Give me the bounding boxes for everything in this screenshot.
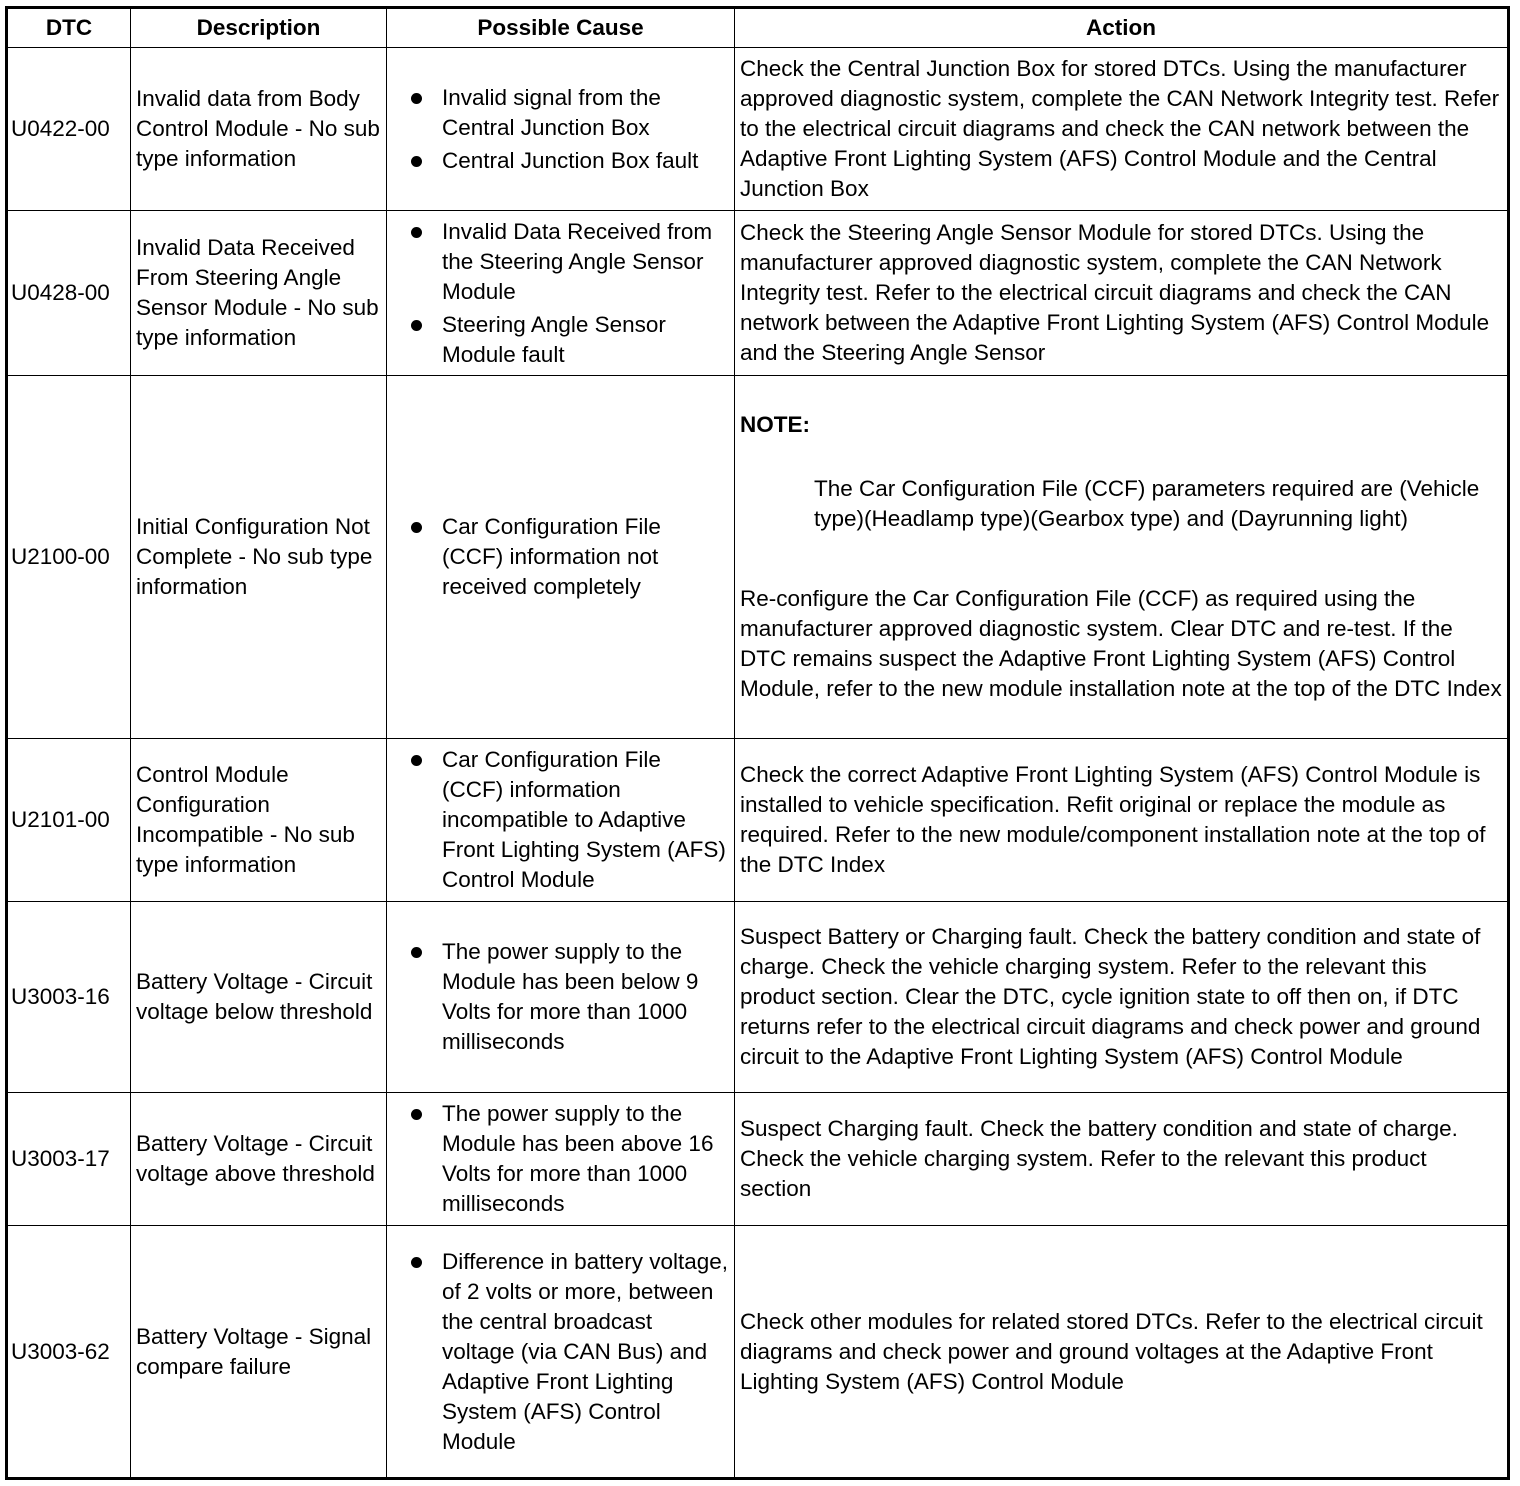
cause-list: [407, 1247, 728, 1457]
cause-text: The power supply to the Module has been above 16 Volts for more than 1000 milliseconds: [442, 1101, 714, 1216]
possible-cause-cell: [387, 1226, 735, 1479]
cause-text: Car Configuration File (CCF) information incompatible to Adaptive Front Lighting System (AFS) Control Module: [442, 747, 726, 892]
dtc-code: U2100-00: [7, 376, 131, 739]
header-possible-cause: Possible Cause: [387, 8, 735, 48]
dtc-description: Battery Voltage - Signal compare failure: [131, 1226, 387, 1479]
possible-cause-cell: [387, 739, 735, 902]
dtc-description: Battery Voltage - Circuit voltage above threshold: [131, 1093, 387, 1226]
cause-text: Difference in battery voltage, of 2 volts or more, between the central broadcast voltage (via CAN Bus) and Adaptive Front Lighting System (AFS) Control Module: [442, 1248, 728, 1454]
cause-list: [407, 937, 728, 1057]
dtc-description: Control Module Configuration Incompatible - No sub type information: [131, 739, 387, 902]
cause-item: [407, 83, 728, 143]
cause-item: [407, 937, 728, 1057]
dtc-code: U3003-62: [7, 1226, 131, 1479]
cause-list: [407, 83, 728, 176]
dtc-code: U2101-00: [7, 739, 131, 902]
bullet-icon: [411, 1257, 422, 1268]
bullet-icon: [411, 93, 422, 104]
cause-item: [407, 512, 728, 602]
table-row: [7, 1093, 1509, 1226]
table-row: [7, 902, 1509, 1093]
dtc-description: Initial Configuration Not Complete - No sub type information: [131, 376, 387, 739]
bullet-icon: [411, 320, 422, 331]
action-text: Check other modules for related stored DTCs. Refer to the electrical circuit diagrams and check power and ground voltages at the Adaptive Front Lighting System (AFS) Control Module: [735, 1226, 1509, 1479]
table-row: [7, 739, 1509, 902]
dtc-code: U3003-17: [7, 1093, 131, 1226]
table-row: [7, 48, 1509, 211]
cause-text: Steering Angle Sensor Module fault: [442, 311, 666, 367]
bullet-icon: [411, 227, 422, 238]
possible-cause-cell: [387, 376, 735, 739]
table-row: [7, 211, 1509, 376]
bullet-icon: [411, 755, 422, 766]
dtc-table: [5, 6, 1510, 1480]
dtc-description: Battery Voltage - Circuit voltage below threshold: [131, 902, 387, 1093]
cause-item: [407, 1247, 728, 1457]
possible-cause-cell: [387, 902, 735, 1093]
possible-cause-cell: [387, 211, 735, 376]
header-description: Description: [131, 8, 387, 48]
cause-item: [407, 1099, 728, 1219]
cause-list: [407, 217, 728, 370]
cause-item: [407, 217, 728, 307]
table-row: [7, 1226, 1509, 1479]
header-dtc: DTC: [7, 8, 131, 48]
action-cell: [735, 376, 1509, 739]
action-text: Check the correct Adaptive Front Lighting System (AFS) Control Module is installed to vehicle specification. Refit original or replace the module as required. Refer to the new module/component installation note at the top of the DTC Index: [735, 739, 1509, 902]
dtc-code: U0428-00: [7, 211, 131, 376]
possible-cause-cell: [387, 48, 735, 211]
action-text: Suspect Charging fault. Check the battery condition and state of charge. Check the vehicle charging system. Refer to the relevant this product section: [735, 1093, 1509, 1226]
cause-list: [407, 1099, 728, 1219]
dtc-description: Invalid Data Received From Steering Angle Sensor Module - No sub type information: [131, 211, 387, 376]
cause-text: The power supply to the Module has been below 9 Volts for more than 1000 milliseconds: [442, 939, 699, 1054]
cause-text: Invalid Data Received from the Steering Angle Sensor Module: [442, 218, 713, 304]
bullet-icon: [411, 156, 422, 167]
header-action: Action: [735, 8, 1509, 48]
cause-item: [407, 745, 728, 895]
bullet-icon: [411, 522, 422, 533]
possible-cause-cell: [387, 1093, 735, 1226]
cause-list: [407, 512, 728, 602]
action-text: Re-configure the Car Configuration File (CCF) as required using the manufacturer approved diagnostic system. Clear DTC and re-test. If the DTC remains suspect the Adaptive Front Lighting System (AFS) Control Module, refer to the new module installation note at the top of the DTC Index: [740, 586, 1502, 701]
cause-item: [407, 310, 728, 370]
dtc-code: U0422-00: [7, 48, 131, 211]
cause-text: Invalid signal from the Central Junction Box: [442, 84, 661, 140]
dtc-description: Invalid data from Body Control Module - No sub type information: [131, 48, 387, 211]
cause-text: Central Junction Box fault: [442, 147, 699, 173]
bullet-icon: [411, 947, 422, 958]
cause-text: Car Configuration File (CCF) information not received completely: [442, 514, 661, 599]
cause-list: [407, 745, 728, 895]
note-label: NOTE:: [740, 412, 810, 437]
dtc-code: U3003-16: [7, 902, 131, 1093]
bullet-icon: [411, 1109, 422, 1120]
header-row: [7, 8, 1509, 48]
note-text: The Car Configuration File (CCF) parameters required are (Vehicle type)(Headlamp type)(Gearbox type) and (Dayrunning light): [814, 476, 1480, 531]
action-text: Check the Central Junction Box for stored DTCs. Using the manufacturer approved diagnostic system, complete the CAN Network Integrity test. Refer to the electrical circuit diagrams and check the CAN network between the Adaptive Front Lighting System (AFS) Control Module and the Central Junction Box: [735, 48, 1509, 211]
table-row: [7, 376, 1509, 739]
action-text: Check the Steering Angle Sensor Module for stored DTCs. Using the manufacturer approved diagnostic system, complete the CAN Network Integrity test. Refer to the electrical circuit diagrams and check the CAN network between the Adaptive Front Lighting System (AFS) Control Module and the Steering Angle Sensor: [735, 211, 1509, 376]
action-text: Suspect Battery or Charging fault. Check the battery condition and state of charge. Check the vehicle charging system. Refer to the relevant this product section. Clear the DTC, cycle ignition state to off then on, if DTC returns refer to the electrical circuit diagrams and check power and ground circuit to the Adaptive Front Lighting System (AFS) Control Module: [735, 902, 1509, 1093]
cause-item: [407, 146, 728, 176]
